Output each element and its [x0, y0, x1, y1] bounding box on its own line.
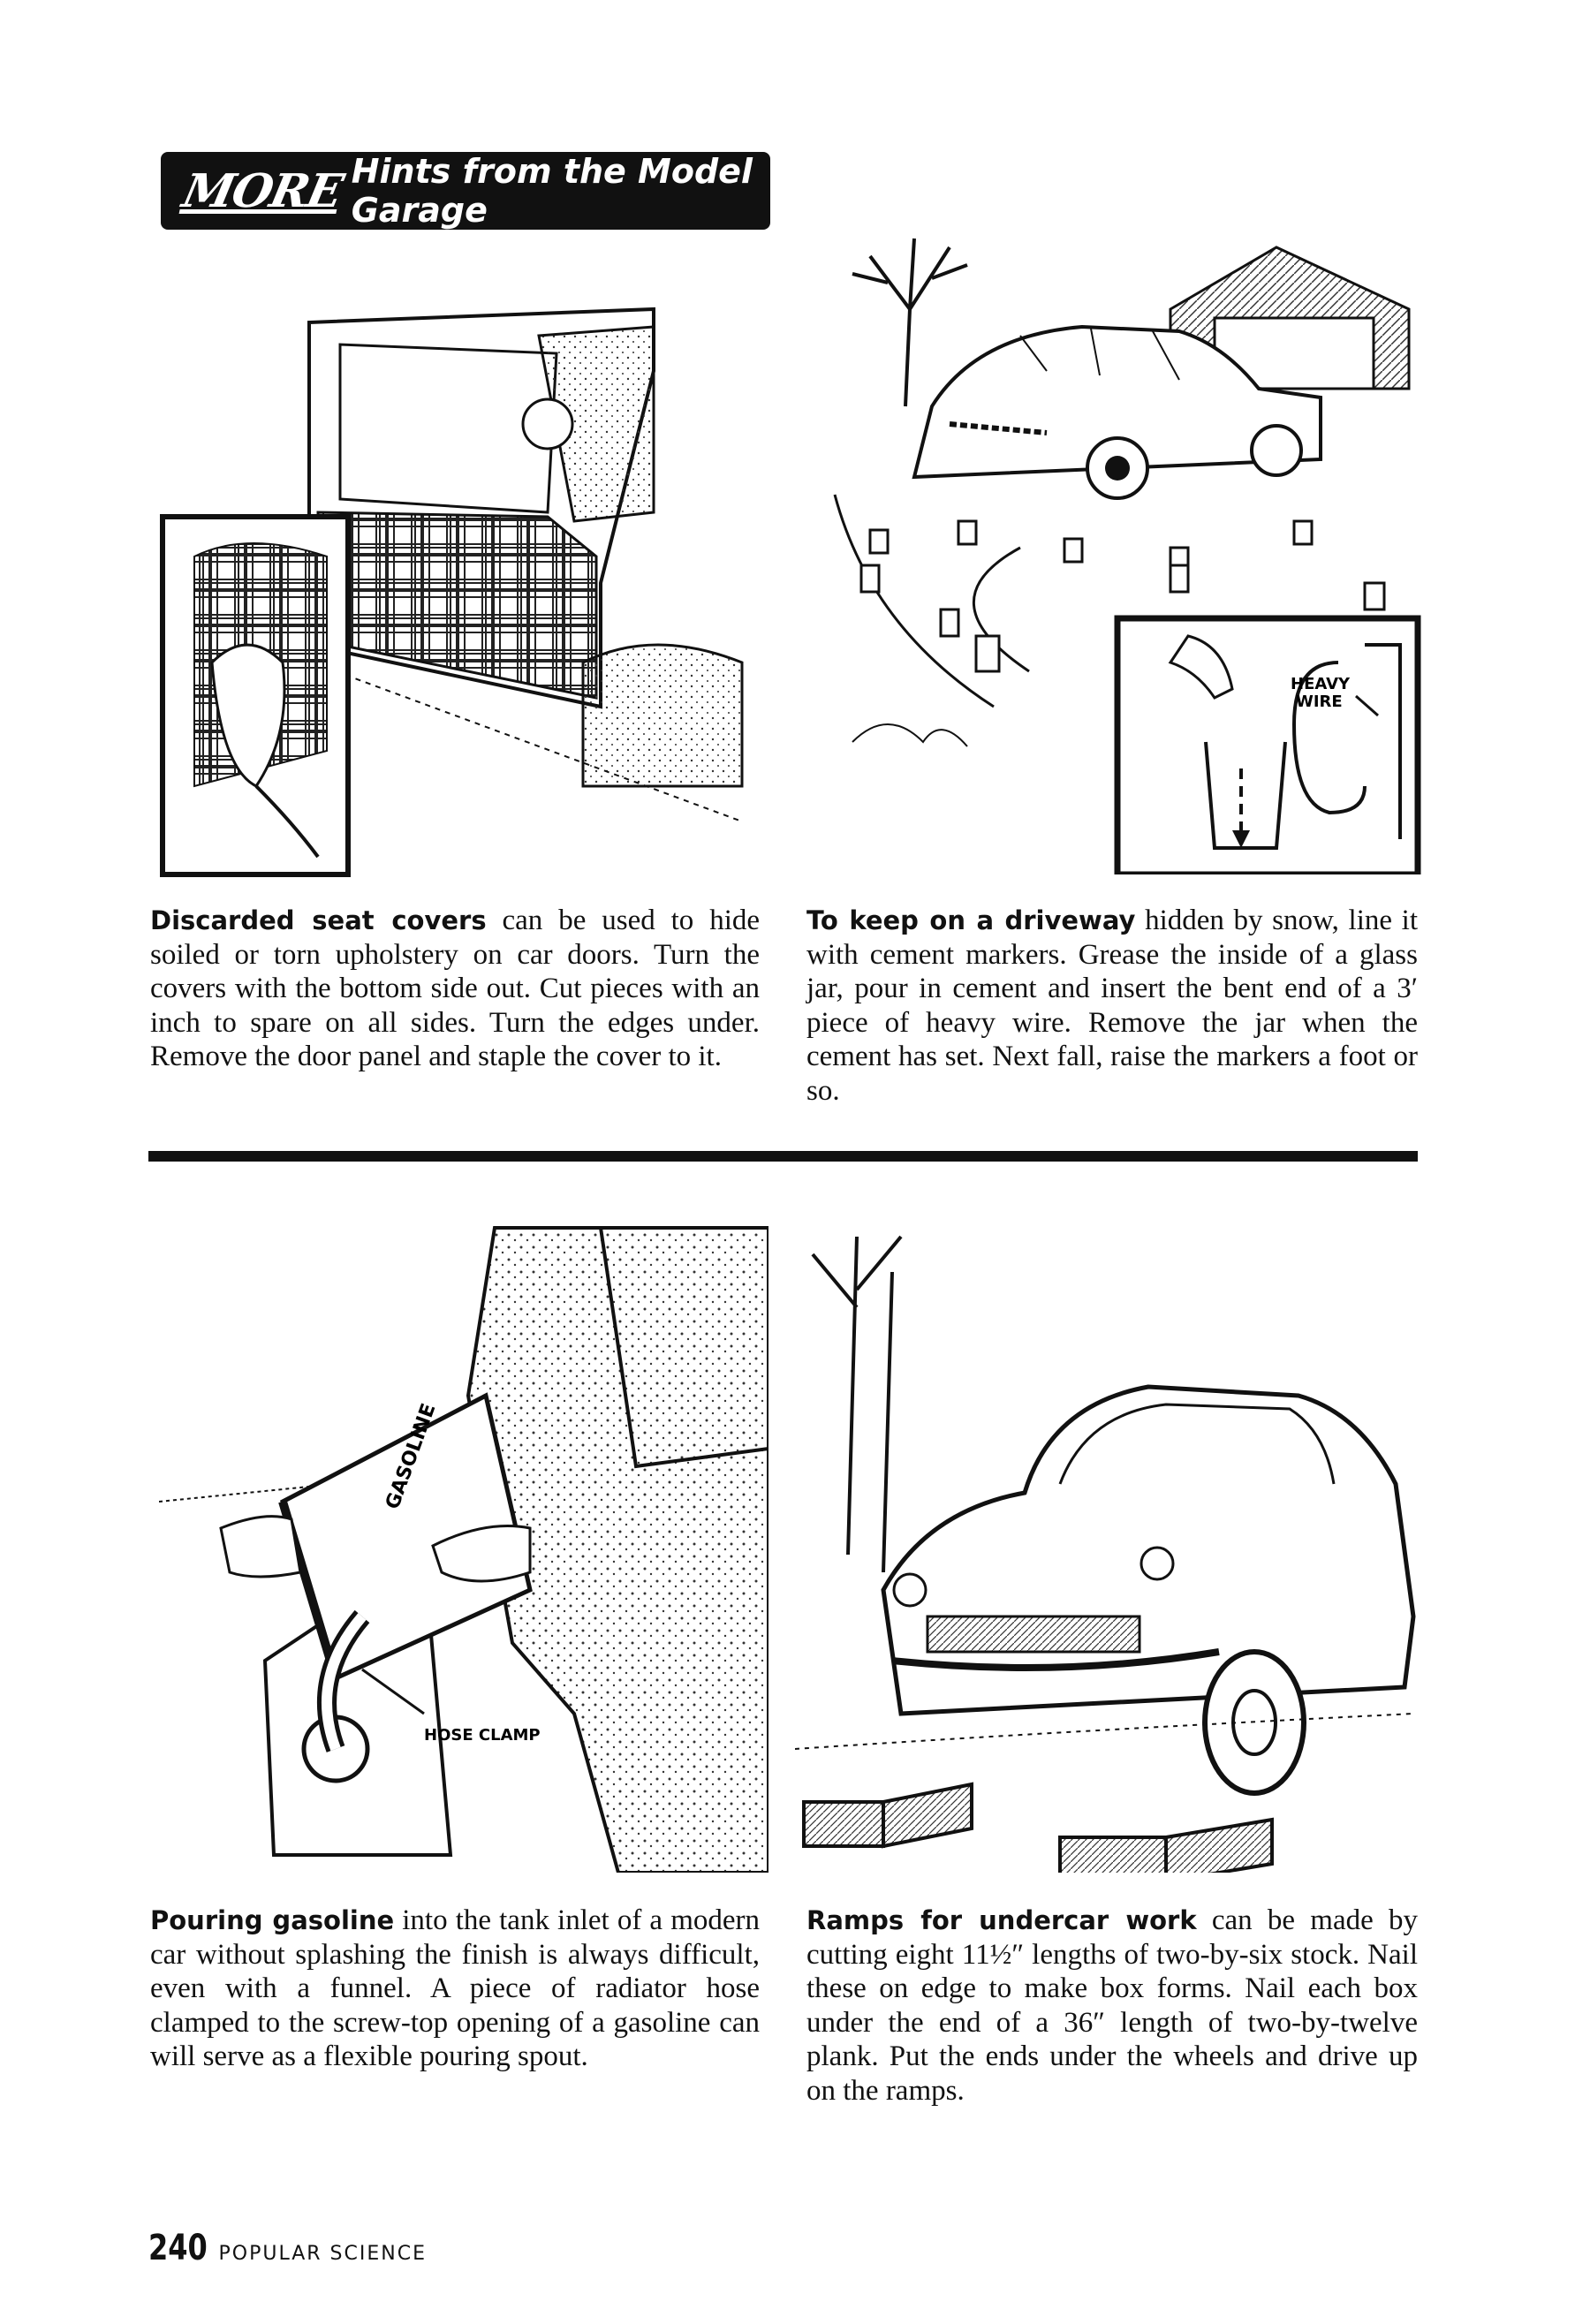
- gasoline-pouring-illustration: [159, 1219, 768, 1873]
- driveway-lead: To keep on a driveway: [806, 905, 1136, 935]
- heavy-wire-label-2: WIRE: [1296, 693, 1343, 711]
- ramps-body: can be made by cutting eight 11½″ lengths of two-by-six stock. Nail these on edge to make box forms. Nail each box under the end of a 36″ length of two-by-twelve plank. Put the ends under the wheels and drive up on the ramps.: [806, 1904, 1419, 2107]
- heavy-wire-label-1: HEAVY: [1291, 675, 1351, 693]
- banner-title: Hints from the Model Garage: [351, 152, 753, 230]
- gasoline-body: into the tank inlet of a modern car without splashing the finish is always difficult, even with a funnel. A piece of radiator hose clamped to the screw-top opening of a gasoline can will serve as a flexible pouring spout.: [150, 1904, 760, 2072]
- page-footer: [148, 2228, 427, 2268]
- section-divider: [148, 1151, 1418, 1162]
- car-ramps-illustration: [795, 1219, 1422, 1873]
- section-banner: [161, 152, 770, 230]
- page-number: 240: [148, 2228, 208, 2268]
- banner-prefix: MORE: [178, 163, 347, 218]
- ramps-lead: Ramps for undercar work: [806, 1905, 1197, 1935]
- ramps-caption: [806, 1904, 1418, 2108]
- gasoline-lead: Pouring gasoline: [150, 1905, 395, 1935]
- seat-covers-body: can be used to hide soiled or torn upholstery on car doors. Turn the covers with the bottom side out. Cut pieces with an inch to spare on all sides. Turn the edges under. Remove the door panel and staple the cover to it.: [150, 905, 761, 1072]
- can-label-text: GASOLINE: [382, 1400, 441, 1513]
- seat-covers-caption: [150, 904, 760, 1074]
- driveway-markers-illustration: [799, 230, 1427, 874]
- driveway-body: hidden by snow, line it with cement markers. Grease the inside of a glass jar, pour in cement and insert the bent end of a 3′ piece of heavy wire. Remove the jar when the cement has set. Next fall, raise the markers a foot or so.: [806, 905, 1418, 1107]
- driveway-caption: [806, 904, 1418, 1108]
- hose-clamp-label: HOSE CLAMP: [424, 1726, 541, 1745]
- magazine-name: POPULAR SCIENCE: [218, 2243, 427, 2265]
- door-seat-cover-illustration: [159, 291, 768, 879]
- seat-covers-lead: Discarded seat covers: [150, 905, 487, 935]
- gasoline-caption: [150, 1904, 760, 2074]
